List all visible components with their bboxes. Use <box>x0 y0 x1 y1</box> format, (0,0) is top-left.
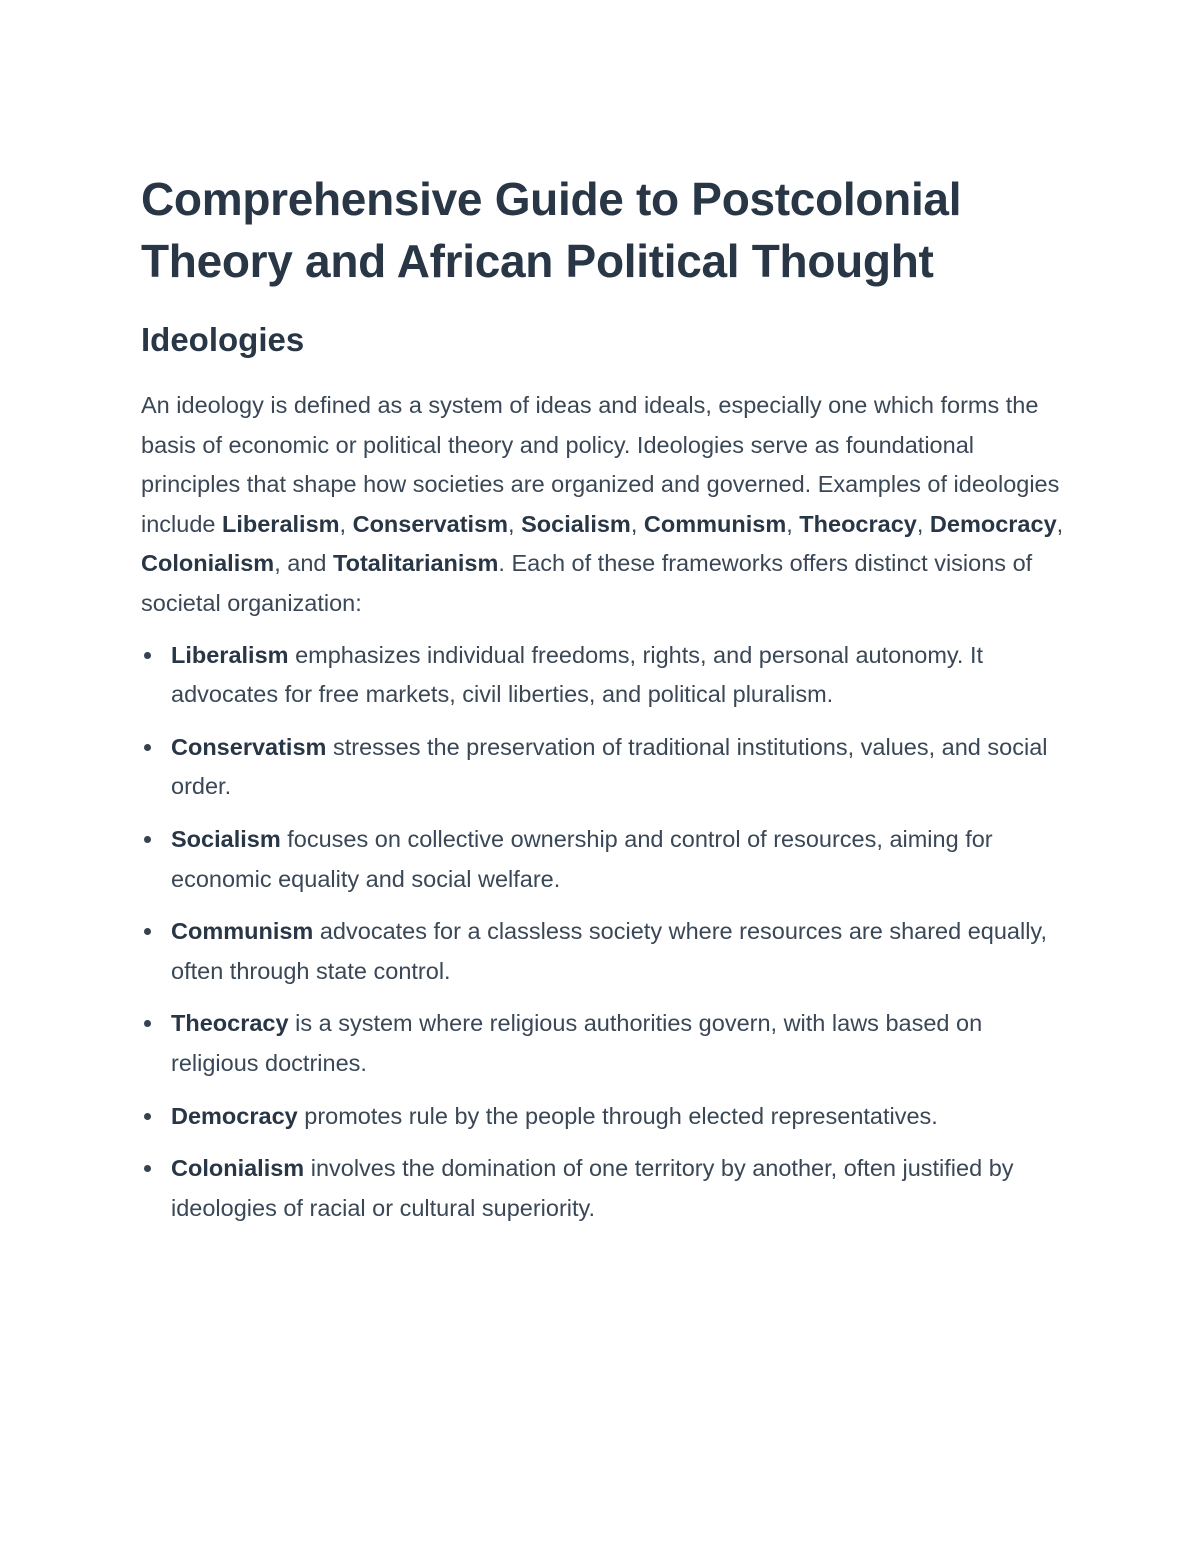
term-conservatism: Conservatism <box>352 510 509 537</box>
list-item-term: Communism <box>171 918 314 945</box>
bullet-icon <box>144 836 151 843</box>
list-item-text: is a system where religious authorities govern, with laws based on religious doctrines. <box>171 1010 983 1076</box>
list-item <box>141 636 1066 715</box>
section-heading: Ideologies <box>141 321 305 358</box>
list-item-text: advocates for a classless society where resources are shared equally, often through state control. <box>171 918 1047 984</box>
list-item-term: Colonialism <box>171 1155 305 1182</box>
separator: , <box>1056 510 1064 537</box>
list-item-term: Conservatism <box>171 733 327 760</box>
intro-paragraph <box>141 386 1066 624</box>
bullet-icon <box>144 1113 151 1120</box>
separator: , <box>508 510 522 537</box>
list-item <box>141 912 1066 991</box>
separator: , and <box>274 550 333 577</box>
term-communism: Communism <box>643 510 787 537</box>
list-item-text: focuses on collective ownership and control of resources, aiming for economic equality and social welfare. <box>171 825 993 892</box>
document-title: Comprehensive Guide to Postcolonial Theory and African Political Thought <box>141 173 962 287</box>
bullet-icon <box>144 1165 151 1172</box>
list-item <box>141 1097 1066 1137</box>
separator: , <box>786 510 800 537</box>
term-democracy: Democracy <box>929 510 1057 537</box>
ideology-list <box>141 636 1066 1229</box>
list-item-term: Democracy <box>171 1102 298 1129</box>
list-item <box>141 1149 1066 1228</box>
bullet-icon <box>144 928 151 935</box>
document-page <box>141 168 1066 1241</box>
list-item <box>141 820 1066 899</box>
bullet-icon <box>144 652 151 659</box>
bullet-icon <box>144 744 151 751</box>
term-socialism: Socialism <box>521 510 631 537</box>
list-item-text: promotes rule by the people through elected representatives. <box>297 1102 938 1129</box>
list-item-term: Socialism <box>171 825 281 852</box>
term-colonialism: Colonialism <box>141 550 275 577</box>
intro-text: . Each of these frameworks offers distinct visions of societal organization: <box>141 550 1033 616</box>
term-totalitarianism: Totalitarianism <box>332 550 499 577</box>
list-item-text: involves the domination of one territory by another, often justified by ideologies of racial or cultural superiority. <box>171 1155 1014 1221</box>
list-item-term: Liberalism <box>171 641 289 668</box>
intro-text: An ideology is defined as a system of ideas and ideals, especially one which forms the basis of economic or political theory and policy. Ideologies serve as foundational principles that shape how societies are organized and governed. Examples of ideologies include <box>141 392 1060 537</box>
separator: , <box>916 510 930 537</box>
separator: , <box>630 510 644 537</box>
bullet-icon <box>144 1020 151 1027</box>
separator: , <box>339 510 353 537</box>
term-theocracy: Theocracy <box>799 510 917 537</box>
list-item <box>141 728 1066 807</box>
list-item <box>141 1004 1066 1083</box>
list-item-text: stresses the preservation of traditional institutions, values, and social order. <box>171 733 1048 800</box>
list-item-text: emphasizes individual freedoms, rights, and personal autonomy. It advocates for free markets, civil liberties, and political pluralism. <box>171 641 984 708</box>
list-item-term: Theocracy <box>171 1010 289 1037</box>
term-liberalism: Liberalism <box>222 510 340 537</box>
